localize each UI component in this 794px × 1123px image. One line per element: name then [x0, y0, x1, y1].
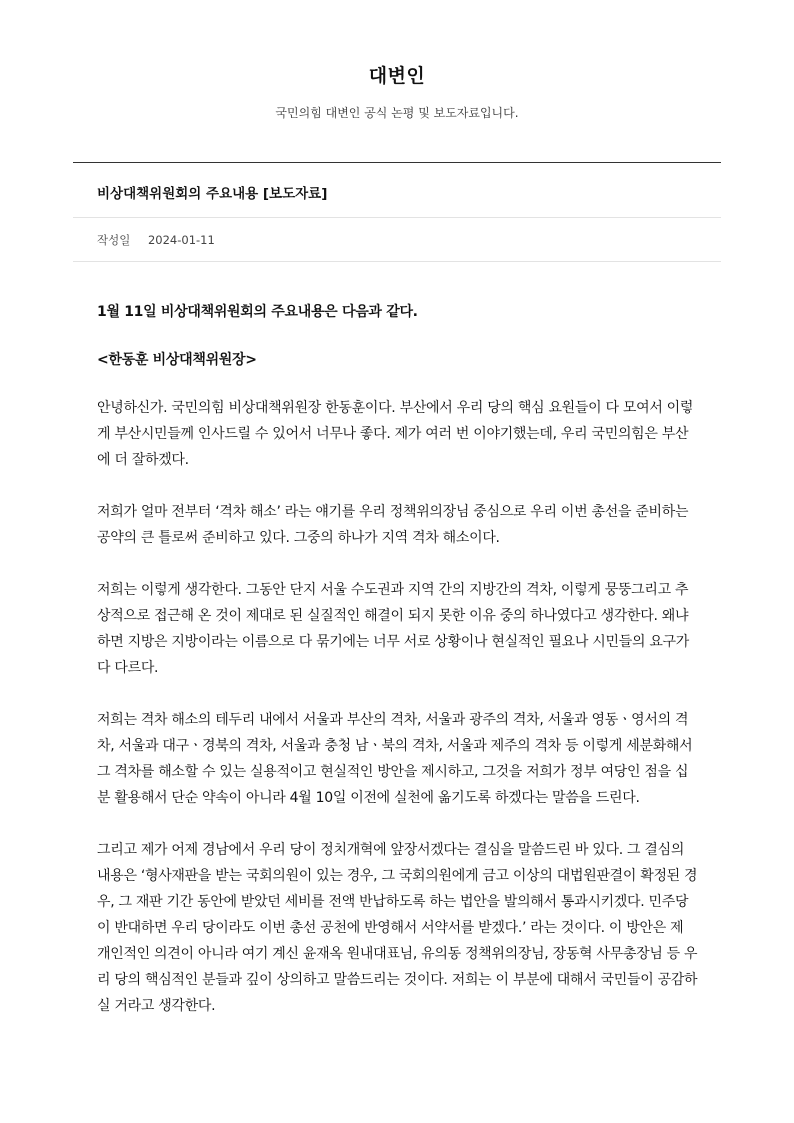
date-label: 작성일	[97, 233, 131, 247]
body-paragraph: 그리고 제가 어제 경남에서 우리 당이 정치개혁에 앞장서겠다는 결심을 말씀드린 바 있다. 그 결심의 내용은 ‘형사재판을 받는 국회의원이 있는 경우, 그 국회의원에게 금고 이상의 대법원판결이 확정된 경우, 그 재판 기간 동안에 받았던 세비를 전액 반납하도록 하는 법안을 발의해서 통과시키겠다. 민주당이 반대하면 우리 당이라도 이번 총선 공천에 반영해서 서약서를 받겠다.’ 라는 것이다. 이 방안은 제 개인적인 의견이 아니라 여기 계신 윤재옥 원내대표님, 유의동 정책위의장님, 장동혁 사무총장님 등 우리 당의 핵심적인 분들과 깊이 상의하고 말씀드리는 것이다. 저희는 이 부분에 대해서 국민들이 공감하실 거라고 생각한다.	[97, 842, 698, 1014]
title-divider	[73, 217, 721, 218]
body-paragraph: 안녕하신가. 국민의힘 비상대책위원장 한동훈이다. 부산에서 우리 당의 핵심 요원들이 다 모여서 이렇게 부산시민들께 인사드릴 수 있어서 너무나 좋다. 제가 여러 번 이야기했는데, 우리 국민의힘은 부산에 더 잘하겠다.	[97, 400, 694, 468]
meta-divider	[73, 261, 721, 262]
site-subtitle: 국민의힘 대변인 공식 논평 및 보도자료입니다.	[275, 106, 519, 120]
post-body	[97, 299, 699, 1045]
body-paragraph: 저희는 격차 해소의 테두리 내에서 서울과 부산의 격차, 서울과 광주의 격차, 서울과 영동ㆍ영서의 격차, 서울과 대구ㆍ경북의 격차, 서울과 충청 남ㆍ북의 격차, 서울과 제주의 격차 등 이렇게 세분화해서 그 격차를 해소할 수 있는 실용적이고 현실적인 방안을 제시하고, 그것을 저희가 정부 여당인 점을 십분 활용해서 단순 약속이 아니라 4월 10일 이전에 실천에 옮기도록 하겠다는 말씀을 드린다.	[97, 712, 693, 806]
body-paragraph: 저희는 이렇게 생각한다. 그동안 단지 서울 수도권과 지역 간의 지방간의 격차, 이렇게 뭉뚱그리고 추상적으로 접근해 온 것이 제대로 된 실질적인 해결이 되지 못한 이유 중의 하나였다고 생각한다. 왜냐하면 지방은 지방이라는 이름으로 다 묶기에는 너무 서로 상황이나 현실적인 필요나 시민들의 요구가 다 다르다.	[97, 582, 689, 676]
header-divider	[73, 162, 721, 163]
site-title: 대변인	[368, 65, 426, 87]
body-paragraph: 저희가 얼마 전부터 ‘격차 해소’ 라는 얘기를 우리 정책위의장님 중심으로 우리 이번 총선을 준비하는 공약의 큰 틀로써 준비하고 있다. 그중의 하나가 지역 격차 해소이다.	[97, 504, 689, 546]
lead-sentence: 1월 11일 비상대책위원회의 주요내용은 다음과 같다.	[97, 304, 418, 320]
section-heading: <한동훈 비상대책위원장>	[97, 352, 257, 368]
post-title: 비상대책위원회의 주요내용 [보도자료]	[97, 186, 328, 202]
post-date: 2024-01-11	[147, 233, 215, 247]
post-meta	[97, 232, 215, 248]
